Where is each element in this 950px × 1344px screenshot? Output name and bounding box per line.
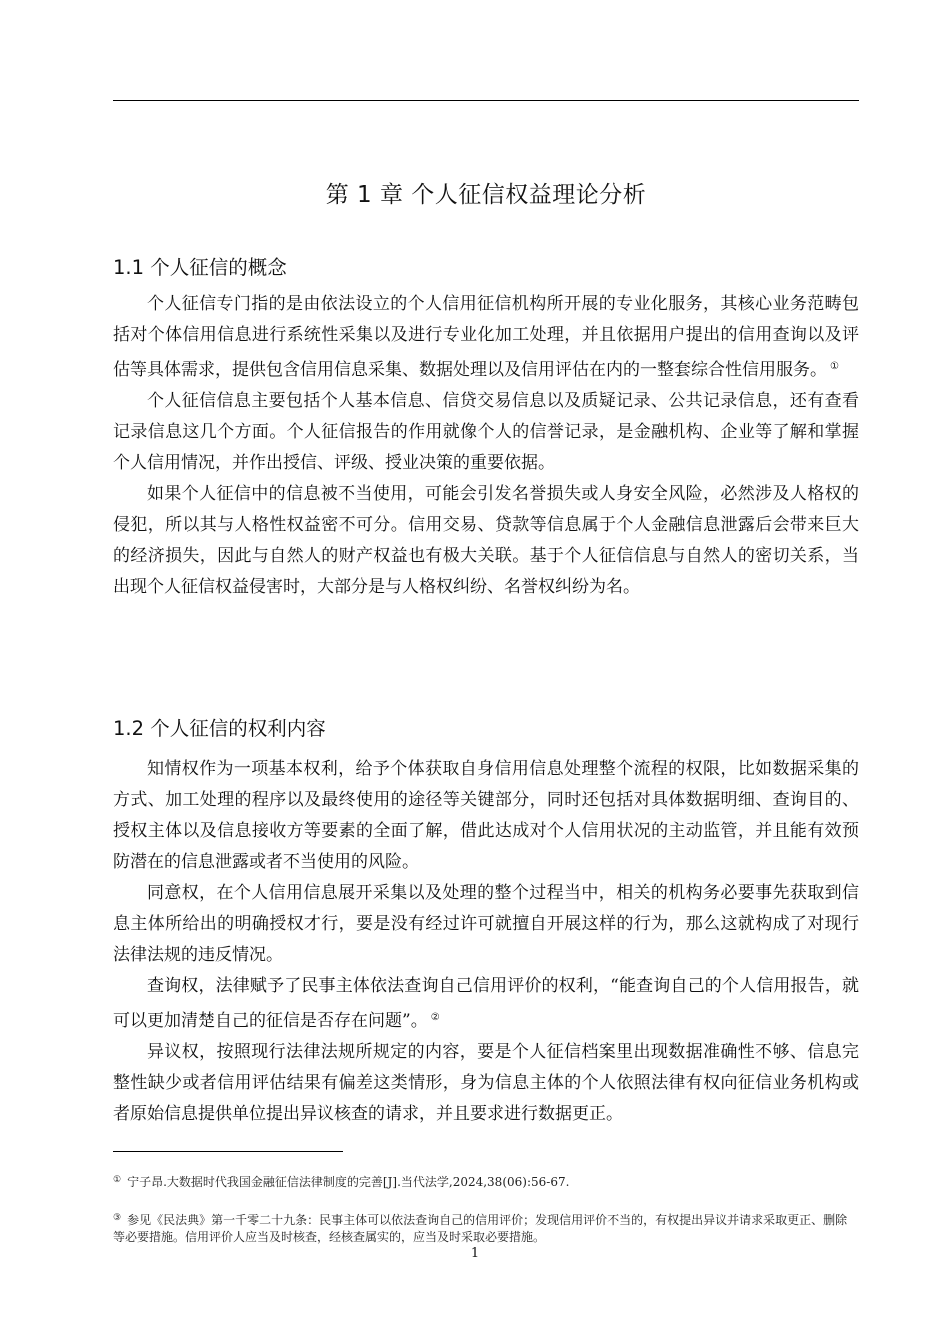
paragraph-text: 知情权作为一项基本权利，给予个体获取自身信用信息处理整个流程的权限，比如数据采集的方式、加工处理的程序以及最终使用的途径等关键部分，同时还包括对具体数据明细、查询目的、授权主体以及信息接收方等要素的全面了解，借此达成对个人信用状况的主动监管，并且能有效预防潜在的信息泄露或者不当使用的风险。 (113, 759, 859, 872)
paragraph (113, 289, 859, 386)
paragraph (113, 971, 859, 1037)
chapter-title: 第 1 章 个人征信权益理论分析 (325, 182, 647, 208)
paragraph-text: 同意权，在个人信用信息展开采集以及处理的整个过程当中，相关的机构务必要事先获取到信息主体所给出的明确授权才行，要是没有经过许可就擅自开展这样的行为，那么这就构成了对现行法律法规的违反情况。 (113, 883, 859, 965)
footnote-2 (113, 1210, 859, 1246)
paragraph-text: 个人征信信息主要包括个人基本信息、信贷交易信息以及质疑记录、公共记录信息，还有查看记录信息这几个方面。个人征信报告的作用就像个人的信誉记录，是金融机构、企业等了解和掌握个人信用情况，并作出授信、评级、授业决策的重要依据。 (113, 391, 859, 473)
footnote-mark: ① (113, 1175, 122, 1185)
paragraph (113, 1037, 859, 1130)
section-title-1-1: 1.1 个人征信的概念 (113, 256, 287, 279)
footnote-mark: ③ (113, 1213, 122, 1223)
paragraph-text: 如果个人征信中的信息被不当使用，可能会引发名誉损失或人身安全风险，必然涉及人格权的侵犯，所以其与人格性权益密不可分。信用交易、贷款等信息属于个人金融信息泄露后会带来巨大的经济损失，因此与自然人的财产权益也有极大关联。基于个人征信信息与自然人的密切关系，当出现个人征信权益侵害时，大部分是与人格权纠纷、名誉权纠纷为名。 (113, 484, 859, 597)
footnote-ref[interactable]: ② (430, 1012, 440, 1023)
paragraph-text: 个人征信专门指的是由依法设立的个人信用征信机构所开展的专业化服务，其核心业务范畴包括对个体信用信息进行系统性采集以及进行专业化加工处理，并且依据用户提出的信用查询以及评估等具体需求，提供包含信用信息采集、数据处理以及信用评估在内的一整套综合性信用服务。 (113, 294, 859, 380)
footnote-ref[interactable]: ① (830, 361, 839, 372)
paragraph-text: 异议权，按照现行法律法规所规定的内容，要是个人征信档案里出现数据准确性不够、信息完整性缺少或者信用评估结果有偏差这类情形，身为信息主体的个人依照法律有权向征信业务机构或者原始信息提供单位提出异议核查的请求，并且要求进行数据更正。 (113, 1042, 859, 1124)
footnote-1 (113, 1172, 859, 1191)
page-number: 1 (470, 1246, 480, 1261)
paragraph (113, 754, 859, 878)
section-1-2-body (113, 754, 859, 1130)
section-title-1-2: 1.2 个人征信的权利内容 (113, 717, 326, 740)
footnote-text: 宁子昂.大数据时代我国金融征信法律制度的完善[J].当代法学,2024,38(06):56-67. (127, 1175, 570, 1189)
footnote-text: 参见《民法典》第一千零二十九条：民事主体可以依法查询自己的信用评价；发现信用评价不当的，有权提出异议并请求采取更正、删除等必要措施。信用评价人应当及时核查，经核查属实的，应当及时采取必要措施。 (113, 1213, 848, 1244)
footnote-separator (113, 1151, 343, 1152)
section-1-1-body (113, 289, 859, 603)
paragraph (113, 479, 859, 603)
paragraph-text: 查询权，法律赋予了民事主体依法查询自己信用评价的权利，“能查询自己的个人信用报告，就可以更加清楚自己的征信是否存在问题”。 (113, 976, 859, 1031)
paragraph (113, 386, 859, 479)
paragraph (113, 878, 859, 971)
header-rule (113, 100, 859, 101)
